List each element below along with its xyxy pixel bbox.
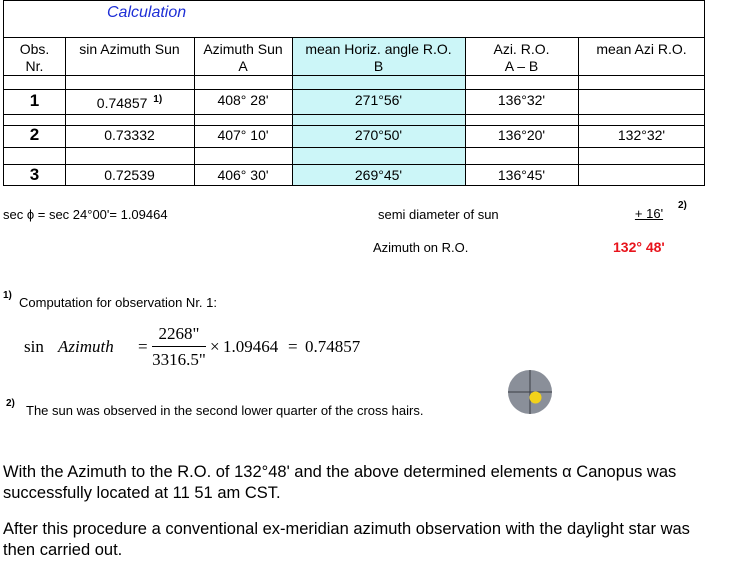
row-divider: [4, 89, 704, 90]
horiz-angle-value: 269°45': [354, 167, 403, 183]
formula-lhs: sin: [24, 337, 44, 356]
footnote-ref: 2): [678, 200, 687, 211]
column-divider: [578, 37, 579, 185]
row-divider: [4, 37, 704, 38]
row-divider: [4, 114, 704, 115]
azi-ro-value: 136°20': [497, 127, 546, 143]
table-title: Calculation: [107, 4, 187, 21]
formula-denominator: 3316.5": [152, 350, 206, 369]
horiz-angle-value: 270°50': [354, 127, 403, 143]
azi-ro-value: 136°45': [497, 167, 546, 183]
mean-azi-value: 132°32': [617, 127, 666, 143]
sin-azimuth-value: 0.72539: [104, 167, 155, 183]
azi-ro-value: 136°32': [497, 92, 546, 108]
row-divider: [4, 125, 704, 126]
footnote-ref: 1): [153, 94, 163, 105]
azimuth-sun-value: 406° 30': [217, 167, 269, 183]
sec-phi-line: sec ϕ = sec 24°00'= 1.09464: [3, 207, 168, 222]
sin-azimuth-value: 0.74857 $^{1)}$: [96, 94, 163, 111]
formula-fraction-bar: [152, 346, 206, 347]
header-azi-ro: Azi. R.O. A – B: [493, 41, 550, 74]
calculation-table: [3, 0, 705, 186]
semi-diameter-label: semi diameter of sun: [378, 207, 499, 222]
row-divider: [4, 147, 704, 148]
obs-number: 1: [29, 91, 40, 110]
header-azimuth-sun: Azimuth Sun A: [203, 41, 283, 74]
header-horiz-angle: mean Horiz. angle R.O. B: [305, 41, 452, 74]
footnote-marker: 2): [6, 398, 15, 409]
crosshair-sun-icon: [507, 369, 553, 415]
semi-diameter-value: + 16': [634, 206, 664, 221]
formula-numerator: 2268": [158, 324, 200, 343]
azimuth-sun-value: 407° 10': [217, 127, 269, 143]
obs-number: 3: [29, 165, 40, 184]
sin-azimuth-value: 0.73332: [104, 127, 155, 143]
azimuth-ro-value: 132° 48': [613, 239, 665, 255]
header-obs: Obs. Nr.: [19, 41, 50, 74]
formula-equals: =: [288, 337, 298, 356]
footnote1-text: Computation for observation Nr. 1:: [19, 295, 217, 310]
paragraph-ex-meridian: After this procedure a conventional ex-meridian azimuth observation with the daylight star was then carried out.: [3, 520, 690, 559]
row-divider: [4, 75, 704, 76]
formula-result: 0.74857: [305, 337, 361, 356]
formula-times: ×: [210, 337, 220, 356]
horiz-angle-value: 271°56': [354, 92, 403, 108]
row-divider: [4, 164, 704, 165]
paragraph-canopus: With the Azimuth to the R.O. of 132°48' and the above determined elements α Canopus was successfully located at 11 51 am CST.: [3, 463, 677, 502]
footnote2-text: The sun was observed in the second lower quarter of the cross hairs.: [26, 403, 424, 418]
header-mean-azi: mean Azi R.O.: [596, 41, 687, 57]
header-sin-azimuth: sin Azimuth Sun: [79, 41, 180, 57]
formula-equals: =: [138, 337, 148, 356]
azimuth-sun-value: 408° 28': [217, 92, 269, 108]
formula-lhs-var: Azimuth: [58, 337, 114, 356]
footnote-marker: 1): [3, 290, 12, 301]
formula-factor: 1.09464: [223, 337, 279, 356]
azimuth-ro-label: Azimuth on R.O.: [373, 240, 469, 255]
obs-number: 2: [29, 125, 40, 144]
